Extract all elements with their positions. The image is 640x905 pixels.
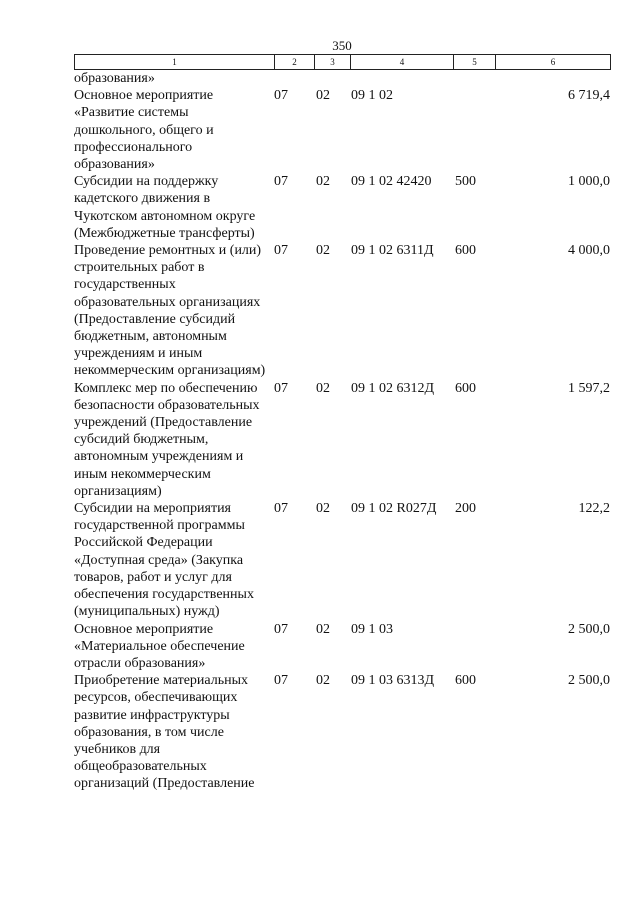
row-name: Проведение ремонтных и (или) строительных работ в государственных образовательных организациях (Предоставление субсидий бюджетным, автономным учреждениям и иным некоммерческим организациям): [74, 243, 266, 379]
row-section: 07: [274, 380, 288, 396]
row-subsection: [314, 70, 350, 87]
column-header-5: 5: [454, 55, 496, 70]
row-name: Основное мероприятие «Развитие системы дошкольного, общего и профессионального образования»: [74, 88, 214, 173]
column-header-6: 6: [496, 55, 611, 70]
row-section: 07: [274, 174, 288, 190]
row-type: [453, 87, 495, 173]
row-amount: 1 000,0: [568, 174, 610, 190]
row-type: [453, 70, 495, 87]
row-section: [274, 70, 314, 87]
row-target: 09 1 02 R027Д: [351, 501, 437, 517]
table-row: [74, 242, 610, 380]
row-amount: 4 000,0: [568, 243, 610, 259]
row-section: 07: [274, 621, 288, 637]
row-target: [350, 70, 453, 87]
row-name: Комплекс мер по обеспечению безопасности образовательных учреждений (Предоставление субсидий бюджетным, автономным учреждениям и иным некоммерческим организациям): [74, 380, 260, 499]
page-number: 350: [332, 38, 352, 53]
row-section: 07: [274, 673, 288, 689]
row-amount: [495, 70, 610, 87]
row-subsection: 02: [316, 621, 330, 637]
table-row: [74, 87, 610, 173]
row-amount: 122,2: [578, 501, 610, 517]
column-header-2: 2: [275, 55, 315, 70]
row-type: 600: [455, 673, 476, 689]
row-target: 09 1 02 42420: [351, 174, 432, 190]
row-name: Приобретение материальных ресурсов, обеспечивающих развитие инфраструктуры образования, в том числе учебников для общеобразовательных организаций (Предоставление: [74, 673, 255, 792]
row-amount: 2 500,0: [568, 621, 610, 637]
row-subsection: 02: [316, 380, 330, 396]
row-section: 07: [274, 243, 288, 259]
row-amount: 1 597,2: [568, 380, 610, 396]
column-header-3: 3: [315, 55, 351, 70]
row-subsection: 02: [316, 174, 330, 190]
budget-table: [74, 70, 610, 793]
table-row: [74, 621, 610, 673]
row-target: 09 1 02 6311Д: [351, 243, 434, 259]
row-target: 09 1 02 6312Д: [351, 380, 435, 396]
table-row: [74, 672, 610, 792]
row-target: 09 1 03 6313Д: [351, 673, 435, 689]
table-row: [74, 173, 610, 242]
row-name: образования»: [74, 71, 155, 86]
row-subsection: 02: [316, 243, 330, 259]
table-row: [74, 70, 610, 87]
row-target: 09 1 03: [351, 621, 393, 637]
row-section: 07: [274, 88, 288, 104]
column-number-header: [74, 54, 611, 70]
row-amount: 2 500,0: [568, 673, 610, 689]
row-type: 500: [455, 174, 476, 190]
row-type: 600: [455, 243, 476, 259]
row-subsection: 02: [316, 501, 330, 517]
row-name: Субсидии на мероприятия государственной программы Российской Федерации «Доступная среда» (Закупка товаров, работ и услуг для обеспечения государственных (муниципальных) нужд): [74, 501, 254, 620]
row-amount: 6 719,4: [568, 88, 610, 104]
row-section: 07: [274, 501, 288, 517]
column-header-1: 1: [75, 55, 275, 70]
row-type: 600: [455, 380, 476, 396]
column-header-4: 4: [351, 55, 454, 70]
row-target: 09 1 02: [351, 88, 393, 104]
table-row: [74, 380, 610, 500]
row-name: Субсидии на поддержку кадетского движения в Чукотском автономном округе (Межбюджетные трансферты): [74, 174, 256, 241]
row-subsection: 02: [316, 88, 330, 104]
row-name: Основное мероприятие «Материальное обеспечение отрасли образования»: [74, 621, 245, 671]
row-type: 200: [455, 501, 476, 517]
table-row: [74, 500, 610, 620]
row-type: [453, 621, 495, 673]
row-subsection: 02: [316, 673, 330, 689]
